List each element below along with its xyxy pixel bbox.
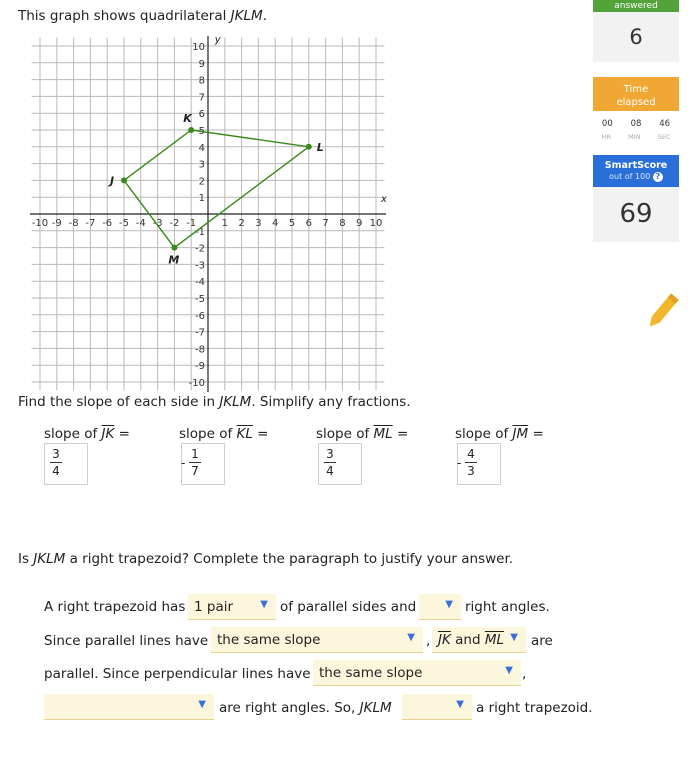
- x-tick-label: -8: [68, 218, 79, 229]
- y-tick-label: 3: [198, 159, 205, 171]
- y-tick-label: -8: [195, 344, 205, 356]
- para-text-1c: right angles.: [465, 599, 550, 615]
- vertex-point-k: [188, 127, 194, 133]
- para-text-2b: are: [531, 633, 553, 649]
- y-tick-label: -2: [195, 243, 205, 255]
- dropdown-arrow-icon: ▼: [445, 599, 453, 610]
- para-text-2a: Since parallel lines have: [44, 633, 209, 649]
- timer-labels: HR MIN SEC: [601, 133, 671, 141]
- x-tick-label: 8: [339, 218, 346, 229]
- para-text-1b: of parallel sides and: [280, 599, 417, 615]
- slope-answer-ml[interactable]: $\frac{3}{4}$: [318, 443, 362, 485]
- y-tick-label: 1: [198, 193, 205, 205]
- x-tick-label: -2: [169, 218, 180, 229]
- para-comma: ,: [426, 633, 431, 649]
- x-tick-label: 9: [356, 218, 363, 229]
- y-tick-label: -10: [188, 378, 205, 389]
- question-text: This graph shows quadrilateral JKLM.: [18, 8, 267, 24]
- x-tick-label: 3: [255, 218, 262, 229]
- slope-label-kl: slope of $\overline{KL}$ =: [179, 426, 269, 442]
- dropdown-parallel-reason[interactable]: the same slope ▼: [211, 627, 423, 653]
- answered-count: 6: [593, 12, 679, 62]
- instruction-text: Find the slope of each side in JKLM. Simplify any fractions.: [18, 394, 411, 410]
- x-tick-label: 10: [369, 218, 383, 229]
- dropdown-parallel-count[interactable]: 1 pair ▼: [188, 594, 276, 620]
- y-tick-label: 6: [198, 109, 205, 121]
- x-tick-label: 4: [272, 218, 279, 229]
- y-tick-label: -6: [195, 310, 205, 322]
- y-tick-label: 9: [198, 58, 205, 70]
- dropdown-arrow-icon: ▼: [260, 599, 268, 610]
- slope-answer-jm[interactable]: - $\frac{4}{3}$: [457, 443, 501, 485]
- slope-label-jk: slope of $\overline{JK}$ =: [44, 426, 130, 442]
- dropdown-right-angles[interactable]: [44, 694, 214, 720]
- dropdown-parallel-sides[interactable]: $\overline{JK}$ and $\overline{ML}$ ▼: [432, 627, 526, 653]
- y-tick-label: -7: [195, 327, 205, 339]
- vertex-label-l: L: [316, 140, 324, 154]
- quadrilateral-jklm: [124, 130, 309, 248]
- dropdown-arrow-icon: ▼: [505, 665, 513, 676]
- sidebar: [593, 0, 679, 242]
- x-tick-label: -4: [135, 218, 146, 229]
- help-icon[interactable]: ?: [653, 172, 663, 182]
- x-tick-label: 7: [322, 218, 329, 229]
- y-axis-label: y: [214, 34, 221, 46]
- dropdown-perpendicular-reason[interactable]: the same slope ▼: [313, 660, 521, 686]
- dropdown-arrow-icon: ▼: [407, 632, 415, 643]
- y-tick-label: 5: [198, 126, 205, 137]
- x-tick-label: -10: [31, 218, 49, 229]
- y-tick-label: -4: [195, 277, 205, 289]
- coordinate-graph: [31, 34, 400, 389]
- y-tick-label: -5: [195, 294, 205, 305]
- slope-answer-kl[interactable]: - $\frac{1}{7}$: [181, 443, 225, 485]
- vertex-label-j: J: [110, 174, 115, 188]
- x-tick-label: -5: [119, 218, 129, 229]
- x-tick-label: 5: [288, 218, 296, 229]
- smartscore-label: SmartScore out of 100 ?: [593, 155, 679, 187]
- x-tick-label: -9: [51, 218, 62, 229]
- vertex-label-k: K: [183, 112, 192, 125]
- y-tick-label: 2: [198, 176, 205, 188]
- para-text-3a: parallel. Since perpendicular lines have: [44, 666, 311, 682]
- x-tick-label: -1: [186, 218, 197, 229]
- dropdown-arrow-icon: ▼: [456, 699, 464, 710]
- slope-answer-jk[interactable]: $\frac{3}{4}$: [44, 443, 88, 485]
- dropdown-right-angle-count[interactable]: [419, 594, 461, 620]
- time-elapsed-label: Time elapsed: [593, 77, 679, 111]
- para-text-4a: are right angles. So, JKLM: [219, 700, 392, 716]
- vertex-label-m: M: [168, 253, 180, 267]
- vertex-point-m: [171, 245, 177, 251]
- y-tick-label: 7: [198, 92, 205, 104]
- slope-label-jm: slope of $\overline{JM}$ =: [455, 426, 544, 442]
- slope-label-ml: slope of $\overline{ML}$ =: [316, 426, 409, 442]
- y-tick-label: 10: [192, 42, 205, 53]
- y-tick-label: 8: [198, 75, 205, 87]
- x-tick-label: -7: [85, 218, 96, 229]
- x-tick-label: -6: [102, 218, 113, 229]
- y-tick-label: -3: [195, 260, 205, 272]
- vertex-point-l: [306, 144, 312, 150]
- x-tick-label: 2: [238, 218, 245, 229]
- x-tick-label: 6: [305, 218, 312, 229]
- y-tick-label: 4: [198, 142, 205, 154]
- y-tick-label: -9: [195, 361, 205, 373]
- answered-label: answered: [593, 0, 679, 12]
- question-2-text: Is JKLM a right trapezoid? Complete the paragraph to justify your answer.: [18, 551, 514, 567]
- y-tick-label: -1: [195, 226, 205, 238]
- para-text-4b: a right trapezoid.: [476, 700, 593, 716]
- vertex-point-j: [121, 177, 127, 183]
- x-tick-label: 1: [221, 218, 228, 229]
- pencil-icon[interactable]: [642, 292, 682, 332]
- para-comma: ,: [522, 666, 527, 682]
- para-text-1a: A right trapezoid has: [44, 599, 186, 615]
- x-tick-label: -3: [152, 218, 163, 229]
- smartscore-value: 69: [593, 187, 679, 242]
- x-axis-label: x: [381, 194, 387, 206]
- dropdown-arrow-icon: ▼: [510, 632, 518, 643]
- dropdown-arrow-icon: ▼: [198, 699, 206, 710]
- dropdown-conclusion[interactable]: [402, 694, 472, 720]
- timer: 00 08 46: [601, 119, 671, 129]
